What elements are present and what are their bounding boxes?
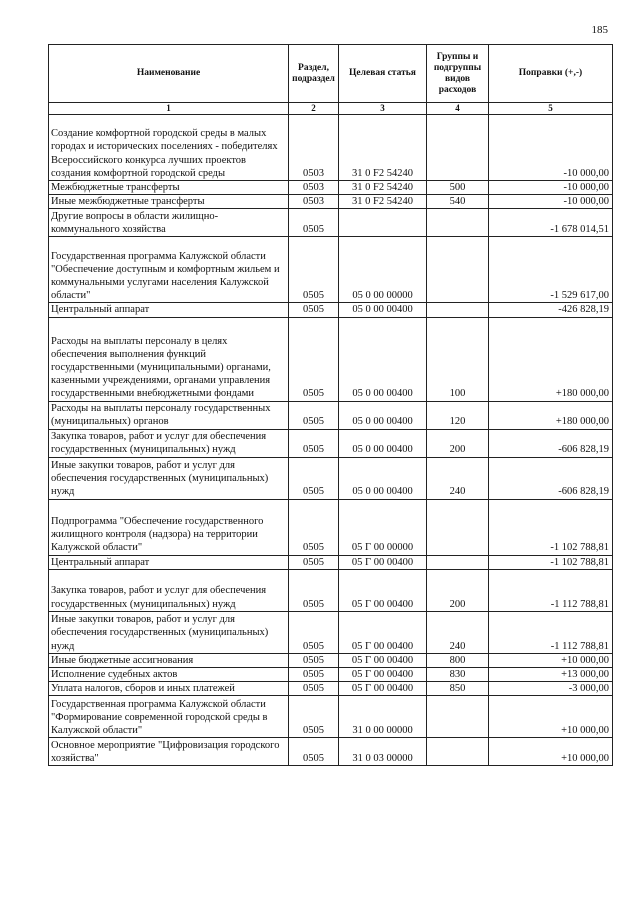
row-group: [427, 303, 489, 317]
table-row: [49, 569, 613, 611]
row-section: 0503: [289, 115, 339, 181]
table-row: [49, 303, 613, 317]
row-target: 05 Г 00 00400: [339, 668, 427, 682]
table-row: [49, 682, 613, 696]
table-row: [49, 611, 613, 653]
row-section: 0505: [289, 209, 339, 237]
table-row: [49, 195, 613, 209]
row-section: 0505: [289, 696, 339, 738]
row-target: 05 Г 00 00400: [339, 569, 427, 611]
row-target: 05 Г 00 00400: [339, 682, 427, 696]
row-target: 05 Г 00 00400: [339, 611, 427, 653]
row-amount: -426 828,19: [489, 303, 613, 317]
table-row: [49, 209, 613, 237]
row-name: Государственная программа Калужской области "Обеспечение доступным и комфортным жильем и коммунальными услугами населения Калужской области": [49, 237, 289, 303]
row-section: 0505: [289, 401, 339, 429]
row-name: Иные закупки товаров, работ и услуг для обеспечения государственных (муниципальных) нужд: [49, 611, 289, 653]
row-group: [427, 696, 489, 738]
row-amount: +10 000,00: [489, 738, 613, 766]
row-amount: -1 112 788,81: [489, 569, 613, 611]
row-group: 200: [427, 429, 489, 457]
row-group: 100: [427, 317, 489, 401]
table-body: [49, 115, 613, 766]
row-group: 800: [427, 653, 489, 667]
row-target: 31 0 00 00000: [339, 696, 427, 738]
table-row: [49, 499, 613, 555]
row-name: Межбюджетные трансферты: [49, 181, 289, 195]
table-row: [49, 738, 613, 766]
header-name: Наименование: [49, 45, 289, 103]
table-row: [49, 401, 613, 429]
row-section: 0505: [289, 738, 339, 766]
row-section: 0505: [289, 668, 339, 682]
row-target: 05 0 00 00000: [339, 237, 427, 303]
row-amount: -1 678 014,51: [489, 209, 613, 237]
row-group: [427, 209, 489, 237]
row-amount: +10 000,00: [489, 653, 613, 667]
row-group: [427, 115, 489, 181]
row-section: 0505: [289, 237, 339, 303]
row-section: 0505: [289, 317, 339, 401]
column-number: 3: [339, 103, 427, 115]
row-name: Государственная программа Калужской области "Формирование современной городской среды в Калужской области": [49, 696, 289, 738]
row-target: 31 0 03 00000: [339, 738, 427, 766]
row-name: Центральный аппарат: [49, 555, 289, 569]
row-target: 05 0 00 00400: [339, 401, 427, 429]
table-row: [49, 429, 613, 457]
row-name: Закупка товаров, работ и услуг для обеспечения государственных (муниципальных) нужд: [49, 569, 289, 611]
row-name: Другие вопросы в области жилищно-коммунального хозяйства: [49, 209, 289, 237]
table-row: [49, 653, 613, 667]
header-section: Раздел, подраздел: [289, 45, 339, 103]
row-group: [427, 237, 489, 303]
row-target: 05 Г 00 00000: [339, 499, 427, 555]
column-number: 1: [49, 103, 289, 115]
page-number: 185: [591, 24, 608, 36]
table-row: [49, 696, 613, 738]
column-number-row: [49, 103, 613, 115]
row-section: 0505: [289, 555, 339, 569]
row-name: Расходы на выплаты персоналу государственных (муниципальных) органов: [49, 401, 289, 429]
header-groups: Группы и подгруппы видов расходов: [427, 45, 489, 103]
row-section: 0503: [289, 181, 339, 195]
row-name: Исполнение судебных актов: [49, 668, 289, 682]
row-amount: -1 102 788,81: [489, 555, 613, 569]
row-amount: -10 000,00: [489, 115, 613, 181]
row-section: 0505: [289, 569, 339, 611]
row-name: Центральный аппарат: [49, 303, 289, 317]
row-section: 0505: [289, 653, 339, 667]
row-group: 240: [427, 611, 489, 653]
row-name: Иные бюджетные ассигнования: [49, 653, 289, 667]
header-row: [49, 45, 613, 103]
table-row: [49, 237, 613, 303]
row-target: 05 0 00 00400: [339, 303, 427, 317]
row-section: 0505: [289, 303, 339, 317]
row-name: Создание комфортной городской среды в малых городах и исторических поселениях - победителях Всероссийского конкурса лучших проектов создания комфортной городской среды: [49, 115, 289, 181]
row-name: Основное мероприятие "Цифровизация городского хозяйства": [49, 738, 289, 766]
row-amount: -1 529 617,00: [489, 237, 613, 303]
row-name: Иные закупки товаров, работ и услуг для обеспечения государственных (муниципальных) нужд: [49, 457, 289, 499]
row-section: 0503: [289, 195, 339, 209]
budget-table: [48, 44, 613, 766]
row-amount: -10 000,00: [489, 195, 613, 209]
column-number: 5: [489, 103, 613, 115]
row-target: 05 Г 00 00400: [339, 555, 427, 569]
column-number: 4: [427, 103, 489, 115]
row-group: 240: [427, 457, 489, 499]
row-name: Закупка товаров, работ и услуг для обеспечения государственных (муниципальных) нужд: [49, 429, 289, 457]
row-group: [427, 499, 489, 555]
row-target: 31 0 F2 54240: [339, 115, 427, 181]
row-amount: -1 102 788,81: [489, 499, 613, 555]
row-amount: +13 000,00: [489, 668, 613, 682]
row-target: [339, 209, 427, 237]
row-amount: -10 000,00: [489, 181, 613, 195]
row-section: 0505: [289, 611, 339, 653]
row-section: 0505: [289, 429, 339, 457]
row-group: 850: [427, 682, 489, 696]
row-section: 0505: [289, 682, 339, 696]
row-group: 120: [427, 401, 489, 429]
row-target: 31 0 F2 54240: [339, 181, 427, 195]
row-amount: -1 112 788,81: [489, 611, 613, 653]
header-amendments: Поправки (+,-): [489, 45, 613, 103]
row-group: 500: [427, 181, 489, 195]
row-amount: -606 828,19: [489, 429, 613, 457]
table-row: [49, 668, 613, 682]
row-target: 05 Г 00 00400: [339, 653, 427, 667]
table-row: [49, 457, 613, 499]
row-amount: -606 828,19: [489, 457, 613, 499]
table-row: [49, 317, 613, 401]
row-group: 540: [427, 195, 489, 209]
header-target: Целевая статья: [339, 45, 427, 103]
row-amount: +10 000,00: [489, 696, 613, 738]
row-name: Иные межбюджетные трансферты: [49, 195, 289, 209]
row-amount: -3 000,00: [489, 682, 613, 696]
table-row: [49, 115, 613, 181]
row-name: Уплата налогов, сборов и иных платежей: [49, 682, 289, 696]
row-name: Расходы на выплаты персоналу в целях обеспечения выполнения функций государственными (муниципальными) органами, казенными учреждениями, органами управления государственными внебюджетными фондами: [49, 317, 289, 401]
row-target: 05 0 00 00400: [339, 429, 427, 457]
row-section: 0505: [289, 499, 339, 555]
table-row: [49, 181, 613, 195]
row-group: [427, 738, 489, 766]
row-target: 05 0 00 00400: [339, 457, 427, 499]
column-number: 2: [289, 103, 339, 115]
row-target: 31 0 F2 54240: [339, 195, 427, 209]
table-row: [49, 555, 613, 569]
row-target: 05 0 00 00400: [339, 317, 427, 401]
row-group: [427, 555, 489, 569]
row-group: 200: [427, 569, 489, 611]
row-name: Подпрограмма "Обеспечение государственного жилищного контроля (надзора) на территории Калужской области": [49, 499, 289, 555]
row-amount: +180 000,00: [489, 401, 613, 429]
row-group: 830: [427, 668, 489, 682]
row-amount: +180 000,00: [489, 317, 613, 401]
row-section: 0505: [289, 457, 339, 499]
